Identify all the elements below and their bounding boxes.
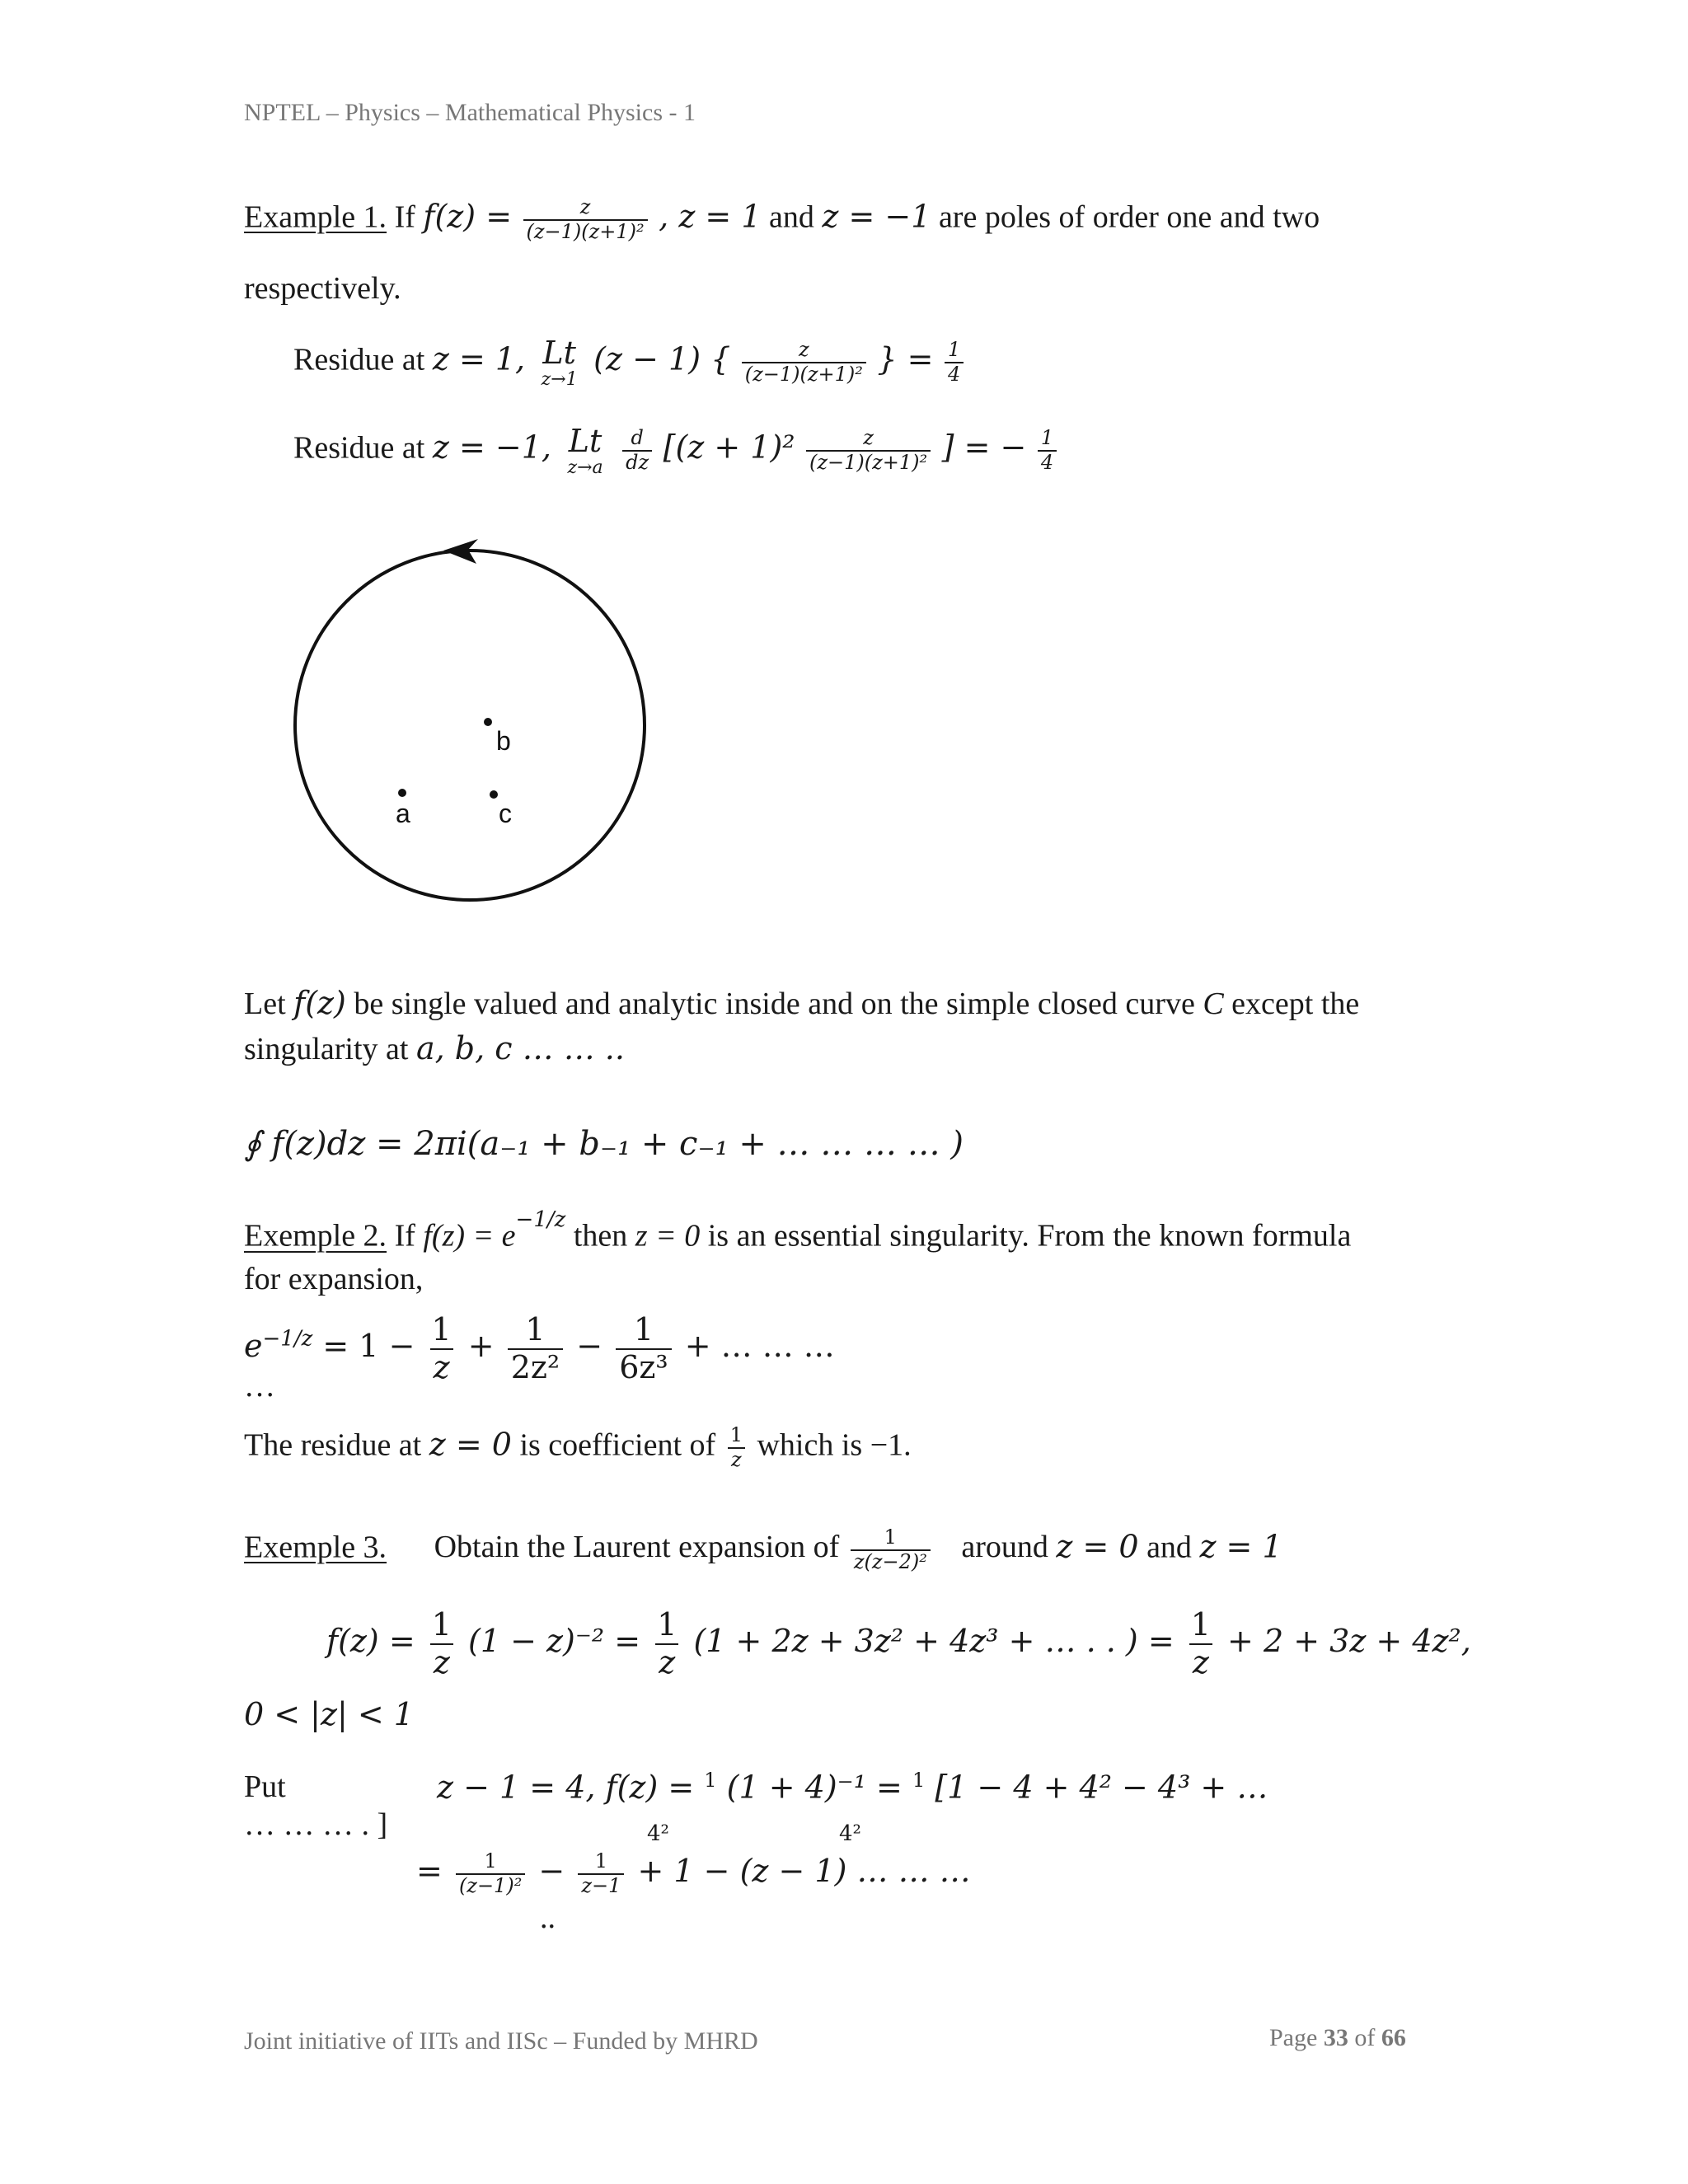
- substitution-denominator-2: 4²: [839, 1821, 861, 1846]
- point-a-dot: [398, 789, 406, 797]
- example3-label: Exemple 3.: [244, 1530, 387, 1565]
- page-number: Page 33 of 66: [1269, 2024, 1406, 2051]
- example2-label: Exemple 2.: [244, 1218, 387, 1254]
- put-label: Put: [244, 1769, 286, 1804]
- contour-diagram: [280, 527, 659, 915]
- substitution-denominator-1: 4²: [647, 1821, 669, 1846]
- example1-line2: respectively.: [244, 271, 401, 306]
- residue-theorem-formula: ∮ f(z)dz = 2πi(a₋₁ + b₋₁ + c₋₁ + … … … … ): [244, 1125, 964, 1163]
- point-a-label: a: [396, 799, 410, 828]
- residue2-line: Residue at z = −1, Lt z→a $\frac{d}{dz}$ [(z + 1)² $\frac{z}{\text{(z−1)(z+1)²}}$ ] = − $\frac{1}{4}$: [293, 424, 1060, 477]
- example2-line2: for expansion,: [244, 1262, 424, 1296]
- substitution-continuation: … … … . ]: [244, 1807, 388, 1842]
- theorem-line1: Let f(z) be single valued and analytic inside and on the simple closed curve C except the: [244, 985, 1360, 1021]
- point-b-label: b: [496, 726, 511, 756]
- limit-operator: Lt z→1: [541, 335, 578, 390]
- example1-fraction: $\frac{z}{\text{(z−1)(z+1)²}}$: [523, 196, 648, 243]
- expansion-continuation: …: [244, 1369, 275, 1404]
- footer-credit: Joint initiative of IITs and IISc – Funded by MHRD: [244, 2027, 758, 2055]
- laurent-expansion-1: f(z) = $\frac{1}{z}$ (1 − z)⁻² = $\frac{1}{z}$ (1 + 2z + 3z² + 4z³ + … . . ) = $\frac{1}{z}$ + 2 + 3z + 4z²,: [326, 1606, 1471, 1680]
- example1-label: Example 1.: [244, 199, 387, 235]
- expansion-2-continuation: ..: [540, 1900, 556, 1935]
- example2-line1: Exemple 2. If $f(z) = e^{-1/z}$ then z = 0 is an essential singularity. From the known formula: [244, 1207, 1352, 1254]
- example1-line1: Example 1. If f(z) = $\frac{z}{\text{(z−1)(z+1)²}}$ , z = 1 and z = −1 are poles of order one and two: [244, 195, 1320, 243]
- substitution-line: z − 1 = 4, f(z) = $^1$ (1 + 4)⁻¹ = $^1$ [1 − 4 + 4² − 4³ + …: [437, 1769, 1268, 1806]
- point-c-dot: [490, 790, 498, 799]
- exponential-expansion: $e^{-1/z} = 1$ − $\frac{1}{z}$ + $\frac{1}{\text{2z²}}$ − $\frac{1}{\text{6z³}}$ + … … …: [244, 1311, 835, 1385]
- point-c-label: c: [499, 799, 512, 828]
- region-of-convergence: 0 < |z| < 1: [244, 1696, 414, 1732]
- theorem-line2: singularity at a, b, c … … ..: [244, 1030, 625, 1066]
- contour-circle: [295, 551, 645, 900]
- point-b-dot: [484, 718, 492, 726]
- example3-line1: Exemple 3. Obtain the Laurent expansion of $\frac{1}{\text{z(z−2)²}}$ around z = 0 and z = 1: [244, 1526, 1282, 1573]
- residue1-line: Residue at z = 1, Lt z→1 (z − 1) { $\frac{z}{\text{(z−1)(z+1)²}}$ } = $\frac{1}{4}$: [293, 336, 967, 389]
- laurent-expansion-2: = $\frac{1}{\text{(z−1)²}}$ − $\frac{1}{z-1}$ + 1 − (z − 1) … … …: [416, 1849, 971, 1897]
- example2-residue-line: The residue at z = 0 is coefficient of $\frac{1}{z}$ which is −1.: [244, 1423, 912, 1471]
- page-header: NPTEL – Physics – Mathematical Physics - 1: [244, 99, 696, 126]
- limit-operator: Lt z→a: [567, 423, 603, 478]
